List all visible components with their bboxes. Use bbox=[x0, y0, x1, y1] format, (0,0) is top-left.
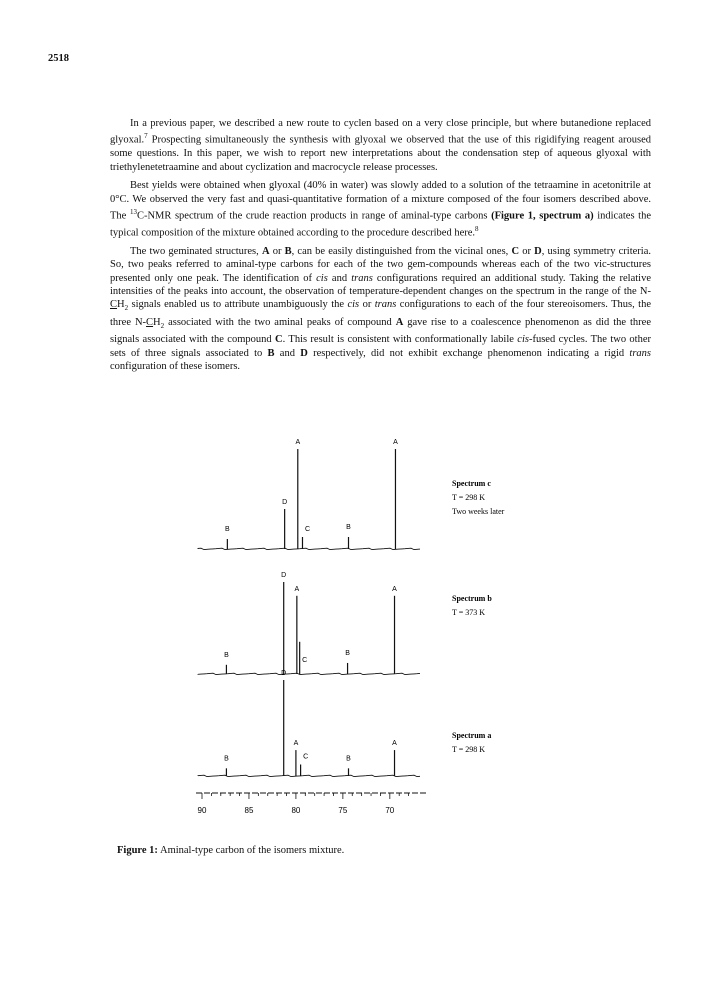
text-run: D bbox=[300, 347, 308, 359]
text-run: 2 bbox=[160, 321, 165, 330]
body-text bbox=[110, 117, 651, 379]
text-run: or bbox=[359, 299, 375, 311]
text-run: H bbox=[153, 316, 161, 328]
text-run: trans bbox=[374, 299, 397, 311]
spectrum-name: Spectrum b bbox=[452, 594, 492, 603]
caption-text: Aminal-type carbon of the isomers mixture. bbox=[157, 845, 345, 856]
x-tick-label: 70 bbox=[385, 806, 395, 815]
peak-label: B bbox=[225, 526, 230, 533]
text-run: , using symmetry criteria. So, two peaks referred to aminal-type carbons for each of the two gem-compounds whereas each of the two vic-structures presented only one peak. The identification of bbox=[110, 245, 651, 284]
peak-label: D bbox=[281, 670, 287, 677]
text-run: cis bbox=[517, 334, 529, 346]
text-run: B bbox=[284, 245, 292, 257]
text-run: trans bbox=[351, 272, 373, 284]
text-run: Best yields were obtained when glyoxal (40% in water) was slowly added to a solution of the tetraamine in acetonitrile at 0°C. We observed the very fast and quasi-quantitative formation of a mixture composed of the four isomers described above. The bbox=[110, 180, 651, 222]
peak-label: C bbox=[303, 753, 309, 761]
figure-caption bbox=[117, 845, 344, 856]
peak-label: D bbox=[281, 572, 287, 579]
text-run: -fused cycles. The two other sets of three signals associated to bbox=[110, 334, 652, 359]
text-run: (Figure 1, spectrum a) bbox=[491, 210, 594, 222]
peak-label: B bbox=[346, 524, 351, 531]
spectrum-condition: T = 298 K bbox=[452, 493, 486, 502]
x-tick-label: 75 bbox=[338, 806, 348, 815]
peak-label: A bbox=[293, 740, 299, 748]
x-tick-label: 85 bbox=[244, 806, 254, 815]
text-run: A bbox=[261, 245, 270, 257]
x-tick-label: 90 bbox=[197, 806, 207, 815]
paragraph bbox=[110, 245, 651, 374]
text-run: respectively, did not exhibit exchange phenomenon indicating a rigid bbox=[307, 347, 630, 359]
nmr-figure bbox=[180, 438, 580, 838]
text-run: 13 bbox=[129, 207, 137, 216]
peak-label: C bbox=[302, 656, 308, 664]
text-run: C bbox=[511, 245, 520, 257]
spectrum-condition: Two weeks later bbox=[452, 507, 505, 516]
text-run: cis bbox=[347, 299, 360, 311]
text-run: In a previous paper, we described a new route to cyclen based on a very close principle, but where butanedione replaced glyoxal. bbox=[110, 118, 651, 146]
text-run: C bbox=[146, 316, 154, 328]
peak-label: C bbox=[304, 526, 311, 533]
spectrum-baseline bbox=[198, 673, 420, 674]
text-run: D bbox=[534, 245, 542, 257]
text-run: configurations required an additional study. Taking the relative intensities of the peaks into account, the observation of temperature-dependent changes on the spectrum in the range of the N- bbox=[110, 272, 651, 297]
text-run: B bbox=[267, 347, 275, 359]
text-run: cis bbox=[316, 272, 328, 284]
peak-label: A bbox=[294, 585, 300, 593]
spectrum-condition: T = 373 K bbox=[452, 608, 486, 617]
peak-label: D bbox=[282, 499, 288, 506]
text-run: C-NMR spectrum of the crude reaction products in range of aminal-type carbons bbox=[136, 210, 492, 222]
text-run: signals enabled us to attribute unambiguously the bbox=[128, 299, 348, 311]
x-tick-label: 80 bbox=[291, 806, 301, 815]
text-run: configurations to each of the four stereoisomers. Thus, the three N- bbox=[110, 299, 652, 328]
peak-label: B bbox=[345, 649, 350, 657]
nmr-spectra-chart bbox=[180, 438, 580, 838]
caption-label: Figure 1: bbox=[117, 845, 158, 856]
text-run: 8 bbox=[475, 224, 479, 233]
text-run: , can be easily distinguished from the vicinal ones, bbox=[291, 245, 512, 257]
spectrum-name: Spectrum c bbox=[452, 479, 491, 488]
text-run: configuration of these isomers. bbox=[110, 361, 241, 373]
spectrum-condition: T = 298 K bbox=[452, 745, 486, 754]
text-run: or bbox=[269, 245, 285, 257]
peak-label: B bbox=[224, 755, 229, 763]
peak-label: B bbox=[224, 651, 229, 659]
peak-label: A bbox=[295, 439, 301, 446]
spectrum-name: Spectrum a bbox=[452, 731, 492, 740]
text-run: gave rise to a coalescence phenomenon as did the three signals associated with the compound bbox=[110, 316, 651, 346]
paragraph bbox=[110, 117, 651, 174]
text-run: 7 bbox=[144, 132, 148, 141]
text-run: 2 bbox=[124, 304, 129, 313]
page-number: 2518 bbox=[48, 53, 69, 64]
text-run: and bbox=[274, 347, 301, 359]
text-run: Prospecting simultaneously the synthesis with glyoxal we observed that the use of this rigidifying reagent aroused some questions. In this paper, we wish to report new interpretations about the condensation step of aqueous glyoxal with triethylenetetraamine and about cyclization and macrocycle release processes. bbox=[110, 134, 651, 173]
text-run: or bbox=[519, 245, 535, 257]
peak-label: A bbox=[392, 585, 397, 593]
peak-label: A bbox=[392, 740, 397, 748]
text-run: The two geminated structures, bbox=[130, 245, 262, 257]
text-run: associated with the two aminal peaks of compound bbox=[164, 316, 396, 328]
text-run: trans bbox=[629, 347, 652, 359]
spectrum-baseline bbox=[198, 775, 420, 776]
text-run: H bbox=[117, 299, 125, 311]
text-run: . This result is consistent with conformationally labile bbox=[282, 334, 518, 346]
peak-label: A bbox=[393, 439, 398, 446]
text-run: C bbox=[110, 299, 118, 311]
spectrum-baseline bbox=[198, 548, 420, 549]
text-run: indicates the typical composition of the mixture obtained according to the procedure described here. bbox=[110, 210, 651, 239]
text-run: C bbox=[275, 334, 283, 346]
text-run: A bbox=[395, 316, 404, 328]
paragraph bbox=[110, 179, 651, 240]
text-run: and bbox=[327, 272, 352, 284]
peak-label: B bbox=[346, 755, 351, 763]
